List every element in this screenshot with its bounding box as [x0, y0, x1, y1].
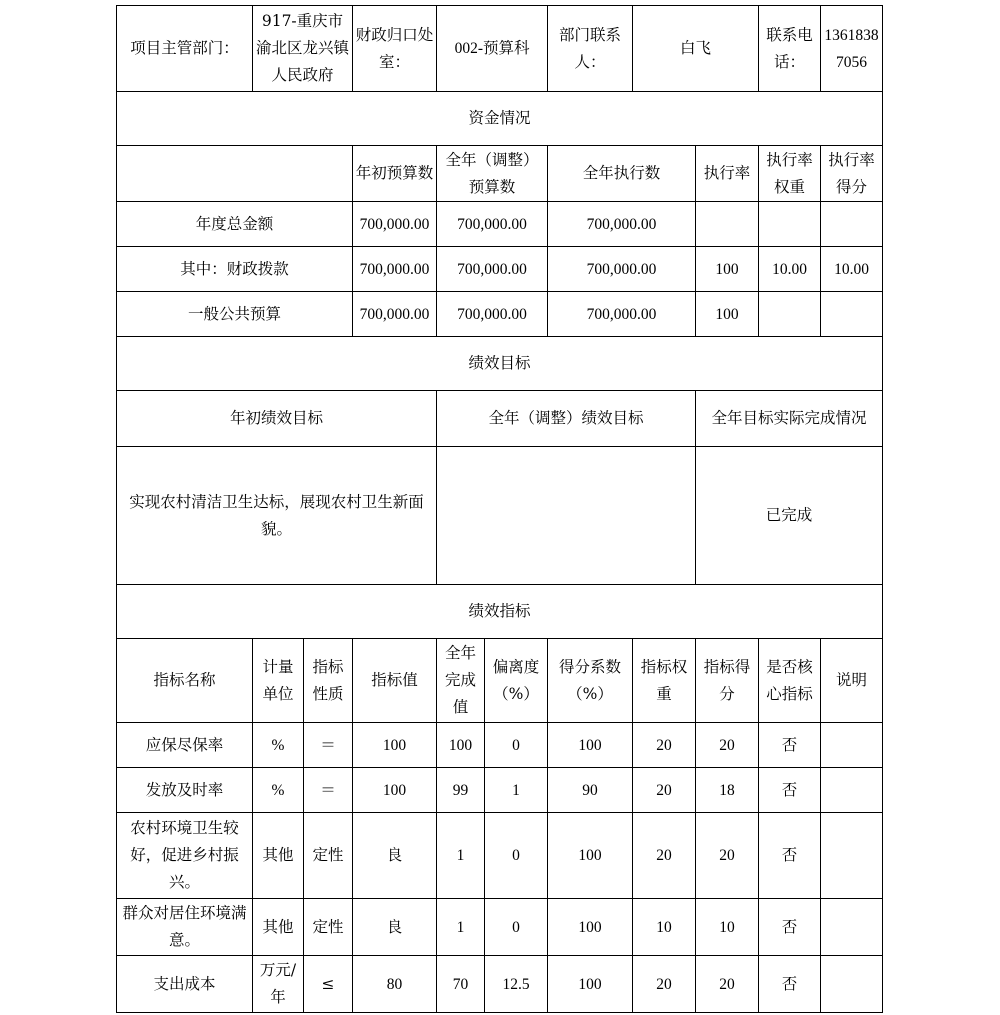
ind-unit: % — [253, 768, 304, 813]
indicator-row — [117, 723, 883, 768]
funds-section-title: 资金情况 — [117, 92, 883, 146]
ind-coef: 100 — [548, 956, 633, 1013]
goals-content-row — [117, 447, 883, 585]
ind-score: 20 — [696, 723, 759, 768]
office-label: 财政归口处室： — [353, 6, 437, 92]
ind-weight: 20 — [633, 956, 696, 1013]
ind-col-unit: 计量单位 — [253, 639, 304, 723]
ind-deviation: 0 — [485, 899, 548, 956]
ind-target: 100 — [353, 723, 437, 768]
dept-value: 917-重庆市渝北区龙兴镇人民政府 — [253, 6, 353, 92]
ind-score: 10 — [696, 899, 759, 956]
ind-col-actual: 全年完成值 — [437, 639, 485, 723]
ind-deviation: 0 — [485, 723, 548, 768]
funds-row-executed: 700,000.00 — [548, 202, 696, 247]
funds-row-weight — [759, 202, 821, 247]
ind-target: 100 — [353, 768, 437, 813]
ind-col-target: 指标值 — [353, 639, 437, 723]
funds-row-weight — [759, 292, 821, 337]
ind-unit: 其他 — [253, 813, 304, 899]
ind-core: 否 — [759, 813, 821, 899]
ind-nature: ＝ — [304, 723, 353, 768]
office-value: 002-预算科 — [437, 6, 548, 92]
ind-actual: 99 — [437, 768, 485, 813]
ind-note — [821, 723, 883, 768]
funds-row-adjusted: 700,000.00 — [437, 202, 548, 247]
ind-weight: 20 — [633, 813, 696, 899]
funds-row — [117, 247, 883, 292]
ind-weight: 10 — [633, 899, 696, 956]
funds-col-adjusted: 全年（调整）预算数 — [437, 146, 548, 202]
goals-adjusted-text — [437, 447, 696, 585]
funds-row-executed: 700,000.00 — [548, 247, 696, 292]
funds-row-score — [821, 292, 883, 337]
ind-score: 18 — [696, 768, 759, 813]
ind-col-deviation: 偏离度（%） — [485, 639, 548, 723]
performance-evaluation-table — [116, 5, 883, 1013]
ind-col-nature: 指标性质 — [304, 639, 353, 723]
goals-section-row — [117, 337, 883, 391]
funds-row-rate: 100 — [696, 247, 759, 292]
funds-row-rate: 100 — [696, 292, 759, 337]
header-row — [117, 6, 883, 92]
funds-col-score: 执行率得分 — [821, 146, 883, 202]
ind-deviation: 0 — [485, 813, 548, 899]
ind-note — [821, 899, 883, 956]
contact-value: 白飞 — [633, 6, 759, 92]
indicator-row — [117, 956, 883, 1013]
ind-coef: 100 — [548, 813, 633, 899]
funds-col-initial: 年初预算数 — [353, 146, 437, 202]
funds-row — [117, 292, 883, 337]
goals-actual-text: 已完成 — [696, 447, 883, 585]
indicator-row — [117, 768, 883, 813]
ind-actual: 70 — [437, 956, 485, 1013]
indicator-row — [117, 899, 883, 956]
ind-unit: 其他 — [253, 899, 304, 956]
ind-actual: 1 — [437, 899, 485, 956]
ind-name: 发放及时率 — [117, 768, 253, 813]
ind-name: 应保尽保率 — [117, 723, 253, 768]
ind-note — [821, 768, 883, 813]
funds-row-rate — [696, 202, 759, 247]
ind-name: 支出成本 — [117, 956, 253, 1013]
funds-col-weight: 执行率权重 — [759, 146, 821, 202]
ind-nature: 定性 — [304, 899, 353, 956]
ind-nature: ≤ — [304, 956, 353, 1013]
phone-value: 13618387056 — [821, 6, 883, 92]
goals-col-actual: 全年目标实际完成情况 — [696, 391, 883, 447]
ind-actual: 100 — [437, 723, 485, 768]
contact-label: 部门联系人： — [548, 6, 633, 92]
ind-core: 否 — [759, 899, 821, 956]
ind-col-note: 说明 — [821, 639, 883, 723]
funds-col-executed: 全年执行数 — [548, 146, 696, 202]
ind-name: 农村环境卫生较好，促进乡村振兴。 — [117, 813, 253, 899]
funds-row-adjusted: 700,000.00 — [437, 292, 548, 337]
ind-col-name: 指标名称 — [117, 639, 253, 723]
goals-header-row — [117, 391, 883, 447]
ind-core: 否 — [759, 723, 821, 768]
ind-target: 良 — [353, 899, 437, 956]
ind-deviation: 1 — [485, 768, 548, 813]
ind-col-weight: 指标权重 — [633, 639, 696, 723]
ind-note — [821, 813, 883, 899]
funds-row — [117, 202, 883, 247]
ind-name: 群众对居住环境满意。 — [117, 899, 253, 956]
funds-row-weight: 10.00 — [759, 247, 821, 292]
ind-unit: % — [253, 723, 304, 768]
funds-header-row — [117, 146, 883, 202]
ind-unit: 万元/年 — [253, 956, 304, 1013]
ind-deviation: 12.5 — [485, 956, 548, 1013]
funds-row-adjusted: 700,000.00 — [437, 247, 548, 292]
ind-note — [821, 956, 883, 1013]
ind-core: 否 — [759, 956, 821, 1013]
ind-core: 否 — [759, 768, 821, 813]
funds-section-row — [117, 92, 883, 146]
indicators-section-row — [117, 585, 883, 639]
funds-row-initial: 700,000.00 — [353, 202, 437, 247]
funds-row-label: 一般公共预算 — [117, 292, 353, 337]
goals-section-title: 绩效目标 — [117, 337, 883, 391]
ind-score: 20 — [696, 813, 759, 899]
ind-col-coef: 得分系数（%） — [548, 639, 633, 723]
ind-actual: 1 — [437, 813, 485, 899]
ind-score: 20 — [696, 956, 759, 1013]
goals-col-adjusted: 全年（调整）绩效目标 — [437, 391, 696, 447]
indicators-section-title: 绩效指标 — [117, 585, 883, 639]
funds-row-score: 10.00 — [821, 247, 883, 292]
funds-row-initial: 700,000.00 — [353, 247, 437, 292]
funds-header-blank — [117, 146, 353, 202]
ind-nature: 定性 — [304, 813, 353, 899]
funds-row-label: 其中：财政拨款 — [117, 247, 353, 292]
indicator-row — [117, 813, 883, 899]
ind-weight: 20 — [633, 768, 696, 813]
funds-row-label: 年度总金额 — [117, 202, 353, 247]
dept-label: 项目主管部门： — [117, 6, 253, 92]
ind-weight: 20 — [633, 723, 696, 768]
funds-row-executed: 700,000.00 — [548, 292, 696, 337]
ind-coef: 90 — [548, 768, 633, 813]
ind-target: 80 — [353, 956, 437, 1013]
ind-coef: 100 — [548, 899, 633, 956]
ind-nature: ＝ — [304, 768, 353, 813]
goals-initial-text: 实现农村清洁卫生达标，展现农村卫生新面貌。 — [117, 447, 437, 585]
ind-col-score: 指标得分 — [696, 639, 759, 723]
phone-label: 联系电话： — [759, 6, 821, 92]
funds-col-rate: 执行率 — [696, 146, 759, 202]
indicators-header-row — [117, 639, 883, 723]
ind-col-core: 是否核心指标 — [759, 639, 821, 723]
funds-row-score — [821, 202, 883, 247]
ind-coef: 100 — [548, 723, 633, 768]
ind-target: 良 — [353, 813, 437, 899]
funds-row-initial: 700,000.00 — [353, 292, 437, 337]
goals-col-initial: 年初绩效目标 — [117, 391, 437, 447]
